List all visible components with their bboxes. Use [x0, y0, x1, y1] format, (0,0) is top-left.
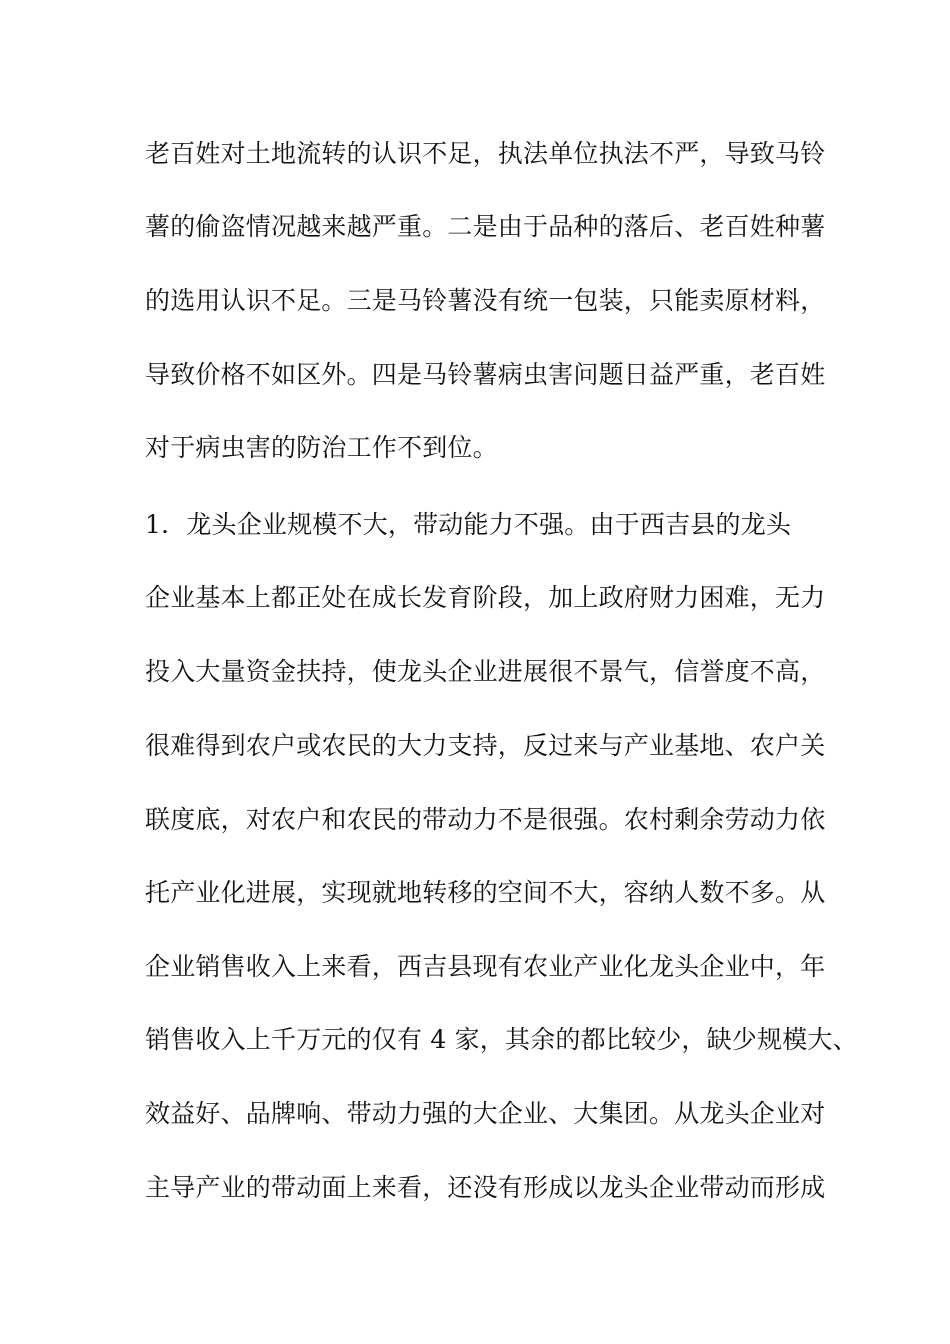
- text-line-10: 联度底，对农户和农民的带动力不是很强。农村剩余劳动力依: [145, 805, 826, 834]
- text-line-12: 企业销售收入上来看，西吉县现有农业产业化龙头企业中，年: [145, 952, 826, 981]
- text-line-13: 销售收入上千万元的仅有 4 家，其余的都比较少，缺少规模大、: [145, 1025, 858, 1054]
- text-line-5: 对于病虫害的防治工作不到位。: [145, 433, 498, 462]
- text-line-15: 主导产业的带动面上来看，还没有形成以龙头企业带动而形成: [145, 1173, 826, 1202]
- text-line-8: 投入大量资金扶持，使龙头企业进展很不景气，信誉度不高，: [145, 657, 826, 686]
- text-line-7: 企业基本上都正处在成长发育阶段，加上政府财力困难，无力: [145, 583, 826, 612]
- text-line-11: 托产业化进展，实现就地转移的空间不大，容纳人数不多。从: [145, 878, 826, 907]
- text-line-6: 1．龙头企业规模不大，带动能力不强。由于西吉县的龙头: [145, 510, 792, 539]
- text-line-4: 导致价格不如区外。四是马铃薯病虫害问题日益严重，老百姓: [145, 360, 826, 389]
- text-line-1: 老百姓对土地流转的认识不足，执法单位执法不严，导致马铃: [145, 139, 826, 168]
- text-line-2: 薯的偷盗情况越来越严重。二是由于品种的落后、老百姓种薯: [145, 212, 826, 241]
- text-line-14: 效益好、品牌响、带动力强的大企业、大集团。从龙头企业对: [145, 1099, 826, 1128]
- text-line-9: 很难得到农户或农民的大力支持，反过来与产业基地、农户关: [145, 731, 826, 760]
- text-line-3: 的选用认识不足。三是马铃薯没有统一包装，只能卖原材料，: [145, 286, 826, 315]
